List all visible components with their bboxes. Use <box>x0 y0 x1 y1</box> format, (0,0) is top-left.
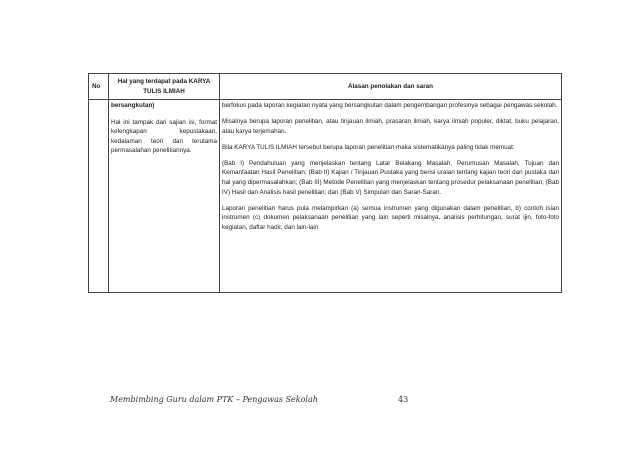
header-hal <box>109 74 220 100</box>
cell-hal <box>109 100 220 293</box>
header-alasan: Alasan penolakan dan saran <box>220 74 562 100</box>
header-hal-line2: TULIS ILMIAH <box>143 88 185 95</box>
cell-no <box>89 100 109 293</box>
hal-paragraph-2: Hal ini tampak dari sajian isi, format kelengkapan kepustakaan, kedalaman teori dan terutama permasalahan penelitiannya. <box>111 118 217 155</box>
table-row <box>89 100 562 293</box>
review-table <box>88 73 562 293</box>
footer-title: Membimbing Guru dalam PTK – Pengawas Sekolah <box>110 395 318 404</box>
hal-paragraph-1: bersangkutan) <box>111 102 155 109</box>
alasan-paragraph-5: Laporan penelitian harus pula melampirkan (a) semua instrumen yang digunakan dalam penelitian, b) contoh isian instrumen (c) dokumen pelaksanaan penelitian yang lain seperti misalnya, analisis perhitungan, surat ijin, foto-foto kegiatan, daftar hadir, dan lain-lain <box>222 204 559 231</box>
alasan-paragraph-3: Bila KARYA TULIS ILMIAH tersebut berupa laporan penelitian maka sistematikanya paling tidak memuat: <box>222 143 515 151</box>
alasan-paragraph-2: Misalnya berupa laporan penelitian, atau tinjauan ilmiah, prasaran ilmiah, karya ilmiah populer, diktat, buku pelajaran, atau karya terjemahan. <box>222 118 559 135</box>
table-header-row <box>89 74 562 100</box>
alasan-paragraph-4: (Bab I) Pendahuluan yang menjelaskan tentang Latar Belakang Masalah, Perumusan Masalah, Tujuan dan Kemanfaatan Hasil Penelitian; (Bab II) Kajian / Tinjauan Pustaka yang berisi uraian tentang kajian teori dan pustaka dari hal yang dipermasalahkan; (Bab III) Metode Penelitian yang menjelaskan tentang prosedur pelaksanaan penelitian; (Bab IV) Hasil dan Analisis hasil penelitian; dan (Bab V) Simpulan dan Saran-Saran. <box>222 159 559 196</box>
page-number: 43 <box>398 395 409 404</box>
header-no: No <box>89 74 109 100</box>
cell-alasan <box>220 100 562 293</box>
header-hal-line1: Hal yang terdapat pada KARYA <box>117 78 211 86</box>
alasan-paragraph-1: berfokus pada laporan kegiatan nyata yang bersangkutan dalam pengembangan profesinya sebagai pengawas sekolah. <box>222 102 558 109</box>
